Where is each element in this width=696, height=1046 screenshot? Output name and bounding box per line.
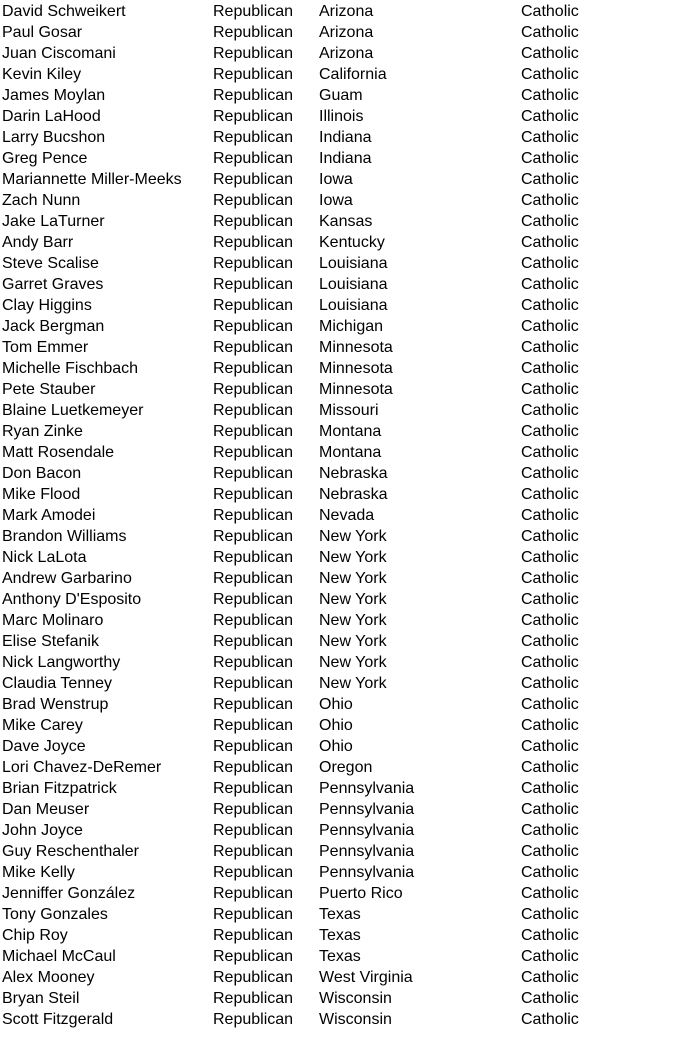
party-cell: Republican [213,654,294,671]
table-row [0,379,696,400]
state-cell: West Virginia [319,969,413,986]
state-cell: Arizona [319,3,374,20]
table-row [0,946,696,967]
member-name-cell: Marc Molinaro [2,612,104,629]
member-name-cell: Jake LaTurner [2,213,105,230]
member-name-cell: Nick Langworthy [2,654,121,671]
religion-cell: Catholic [521,759,579,776]
religion-cell: Catholic [521,45,579,62]
table-row [0,106,696,127]
party-cell: Republican [213,360,294,377]
religion-cell: Catholic [521,3,579,20]
table-row [0,316,696,337]
member-name-cell: David Schweikert [2,3,126,20]
religion-cell: Catholic [521,612,579,629]
party-cell: Republican [213,549,294,566]
religion-cell: Catholic [521,549,579,566]
religion-cell: Catholic [521,150,579,167]
party-cell: Republican [213,423,294,440]
member-name-cell: Juan Ciscomani [2,45,116,62]
table-row [0,442,696,463]
table-row [0,631,696,652]
table-row [0,925,696,946]
religion-cell: Catholic [521,990,579,1007]
member-name-cell: Zach Nunn [2,192,81,209]
member-name-cell: Alex Mooney [2,969,95,986]
member-name-cell: Andy Barr [2,234,74,251]
table-row [0,232,696,253]
state-cell: Louisiana [319,276,388,293]
party-cell: Republican [213,465,294,482]
state-cell: Ohio [319,717,353,734]
table-row [0,988,696,1009]
religion-cell: Catholic [521,465,579,482]
religion-cell: Catholic [521,738,579,755]
member-name-cell: Brad Wenstrup [2,696,109,713]
member-name-cell: James Moylan [2,87,106,104]
party-cell: Republican [213,3,294,20]
table-row [0,484,696,505]
party-cell: Republican [213,276,294,293]
table-row [0,274,696,295]
religion-cell: Catholic [521,864,579,881]
table-row [0,463,696,484]
state-cell: Oregon [319,759,373,776]
state-cell: Ohio [319,738,353,755]
religion-cell: Catholic [521,360,579,377]
religion-cell: Catholic [521,822,579,839]
table-row [0,337,696,358]
religion-cell: Catholic [521,24,579,41]
table-row [0,736,696,757]
table-row [0,715,696,736]
state-cell: Pennsylvania [319,843,415,860]
member-name-cell: Elise Stefanik [2,633,99,650]
religion-cell: Catholic [521,927,579,944]
state-cell: New York [319,654,387,671]
party-cell: Republican [213,948,294,965]
member-name-cell: Darin LaHood [2,108,101,125]
member-name-cell: Brandon Williams [2,528,127,545]
table-row [0,1009,696,1030]
religion-cell: Catholic [521,801,579,818]
religion-cell: Catholic [521,696,579,713]
member-name-cell: Anthony D'Esposito [2,591,142,608]
state-cell: Puerto Rico [319,885,403,902]
religion-cell: Catholic [521,633,579,650]
religion-cell: Catholic [521,192,579,209]
party-cell: Republican [213,234,294,251]
member-name-cell: Mariannette Miller-Meeks [2,171,182,188]
religion-cell: Catholic [521,969,579,986]
state-cell: Arizona [319,45,374,62]
party-cell: Republican [213,990,294,1007]
member-name-cell: Michelle Fischbach [2,360,139,377]
state-cell: Nebraska [319,465,388,482]
member-name-cell: Jenniffer González [2,885,136,902]
member-name-cell: Garret Graves [2,276,104,293]
member-name-cell: Pete Stauber [2,381,96,398]
member-name-cell: Paul Gosar [2,24,83,41]
religion-cell: Catholic [521,1011,579,1028]
state-cell: Minnesota [319,339,393,356]
table-row [0,64,696,85]
members-table [0,1,696,1030]
religion-cell: Catholic [521,654,579,671]
religion-cell: Catholic [521,213,579,230]
table-row [0,967,696,988]
table-row [0,421,696,442]
party-cell: Republican [213,255,294,272]
state-cell: Wisconsin [319,990,392,1007]
table-row [0,778,696,799]
party-cell: Republican [213,717,294,734]
party-cell: Republican [213,507,294,524]
state-cell: Texas [319,948,361,965]
party-cell: Republican [213,696,294,713]
member-name-cell: Lori Chavez-DeRemer [2,759,162,776]
table-row [0,22,696,43]
table-row [0,799,696,820]
religion-cell: Catholic [521,948,579,965]
religion-cell: Catholic [521,423,579,440]
party-cell: Republican [213,444,294,461]
state-cell: Indiana [319,129,372,146]
table-row [0,610,696,631]
member-name-cell: Mark Amodei [2,507,96,524]
state-cell: Missouri [319,402,379,419]
state-cell: Louisiana [319,297,388,314]
table-row [0,358,696,379]
table-row [0,295,696,316]
state-cell: Montana [319,444,382,461]
religion-cell: Catholic [521,108,579,125]
state-cell: New York [319,528,387,545]
state-cell: Arizona [319,24,374,41]
table-row [0,652,696,673]
member-name-cell: Dave Joyce [2,738,86,755]
religion-cell: Catholic [521,717,579,734]
party-cell: Republican [213,822,294,839]
state-cell: Pennsylvania [319,801,415,818]
party-cell: Republican [213,402,294,419]
member-name-cell: Mike Kelly [2,864,75,881]
table-row [0,568,696,589]
member-name-cell: Michael McCaul [2,948,116,965]
religion-cell: Catholic [521,444,579,461]
party-cell: Republican [213,108,294,125]
religion-cell: Catholic [521,318,579,335]
state-cell: Nevada [319,507,375,524]
member-name-cell: John Joyce [2,822,83,839]
state-cell: Pennsylvania [319,864,415,881]
member-name-cell: Mike Flood [2,486,81,503]
table-row [0,400,696,421]
party-cell: Republican [213,318,294,335]
state-cell: Pennsylvania [319,822,415,839]
religion-cell: Catholic [521,402,579,419]
state-cell: Michigan [319,318,384,335]
member-name-cell: Tony Gonzales [2,906,108,923]
religion-cell: Catholic [521,255,579,272]
member-name-cell: Chip Roy [2,927,68,944]
state-cell: Iowa [319,171,353,188]
religion-cell: Catholic [521,171,579,188]
religion-cell: Catholic [521,129,579,146]
party-cell: Republican [213,24,294,41]
state-cell: New York [319,633,387,650]
member-name-cell: Guy Reschenthaler [2,843,139,860]
state-cell: New York [319,549,387,566]
state-cell: Illinois [319,108,364,125]
state-cell: California [319,66,387,83]
state-cell: Minnesota [319,381,393,398]
state-cell: Texas [319,927,361,944]
member-name-cell: Don Bacon [2,465,82,482]
state-cell: Guam [319,87,363,104]
state-cell: Pennsylvania [319,780,415,797]
state-cell: Nebraska [319,486,388,503]
member-name-cell: Greg Pence [2,150,88,167]
party-cell: Republican [213,570,294,587]
party-cell: Republican [213,297,294,314]
state-cell: Iowa [319,192,353,209]
party-cell: Republican [213,864,294,881]
party-cell: Republican [213,45,294,62]
member-name-cell: Ryan Zinke [2,423,83,440]
party-cell: Republican [213,675,294,692]
party-cell: Republican [213,213,294,230]
member-name-cell: Dan Meuser [2,801,90,818]
member-name-cell: Matt Rosendale [2,444,115,461]
table-row [0,547,696,568]
table-row [0,673,696,694]
table-row [0,148,696,169]
state-cell: Kentucky [319,234,385,251]
member-name-cell: Jack Bergman [2,318,105,335]
table-row [0,211,696,232]
table-row [0,127,696,148]
table-row [0,904,696,925]
table-row [0,820,696,841]
party-cell: Republican [213,192,294,209]
member-name-cell: Mike Carey [2,717,83,734]
table-row [0,589,696,610]
religion-cell: Catholic [521,843,579,860]
party-cell: Republican [213,927,294,944]
state-cell: Montana [319,423,382,440]
member-name-cell: Blaine Luetkemeyer [2,402,144,419]
religion-cell: Catholic [521,339,579,356]
party-cell: Republican [213,969,294,986]
state-cell: Indiana [319,150,372,167]
religion-cell: Catholic [521,780,579,797]
party-cell: Republican [213,129,294,146]
party-cell: Republican [213,339,294,356]
member-name-cell: Larry Bucshon [2,129,106,146]
member-name-cell: Tom Emmer [2,339,89,356]
table-row [0,169,696,190]
party-cell: Republican [213,486,294,503]
religion-cell: Catholic [521,591,579,608]
state-cell: Texas [319,906,361,923]
party-cell: Republican [213,906,294,923]
party-cell: Republican [213,843,294,860]
religion-cell: Catholic [521,486,579,503]
table-row [0,1,696,22]
party-cell: Republican [213,1011,294,1028]
party-cell: Republican [213,87,294,104]
table-row [0,694,696,715]
state-cell: New York [319,591,387,608]
religion-cell: Catholic [521,885,579,902]
religion-cell: Catholic [521,570,579,587]
party-cell: Republican [213,591,294,608]
state-cell: Kansas [319,213,373,230]
state-cell: Louisiana [319,255,388,272]
state-cell: Minnesota [319,360,393,377]
religion-cell: Catholic [521,675,579,692]
member-name-cell: Claudia Tenney [2,675,113,692]
state-cell: Ohio [319,696,353,713]
state-cell: New York [319,570,387,587]
member-name-cell: Steve Scalise [2,255,99,272]
member-name-cell: Nick LaLota [2,549,87,566]
party-cell: Republican [213,612,294,629]
table-row [0,862,696,883]
table-row [0,43,696,64]
party-cell: Republican [213,150,294,167]
party-cell: Republican [213,66,294,83]
member-name-cell: Andrew Garbarino [2,570,132,587]
table-row [0,526,696,547]
party-cell: Republican [213,759,294,776]
religion-cell: Catholic [521,507,579,524]
table-row [0,841,696,862]
party-cell: Republican [213,885,294,902]
religion-cell: Catholic [521,297,579,314]
religion-cell: Catholic [521,66,579,83]
state-cell: New York [319,612,387,629]
party-cell: Republican [213,633,294,650]
religion-cell: Catholic [521,234,579,251]
table-row [0,253,696,274]
party-cell: Republican [213,171,294,188]
religion-cell: Catholic [521,528,579,545]
table-row [0,757,696,778]
religion-cell: Catholic [521,276,579,293]
member-name-cell: Scott Fitzgerald [2,1011,114,1028]
party-cell: Republican [213,738,294,755]
table-row [0,190,696,211]
religion-cell: Catholic [521,381,579,398]
member-name-cell: Kevin Kiley [2,66,82,83]
member-name-cell: Bryan Steil [2,990,80,1007]
table-row [0,85,696,106]
party-cell: Republican [213,381,294,398]
party-cell: Republican [213,528,294,545]
state-cell: New York [319,675,387,692]
table-row [0,883,696,904]
table-row [0,505,696,526]
member-name-cell: Clay Higgins [2,297,92,314]
party-cell: Republican [213,780,294,797]
member-name-cell: Brian Fitzpatrick [2,780,117,797]
religion-cell: Catholic [521,906,579,923]
religion-cell: Catholic [521,87,579,104]
party-cell: Republican [213,801,294,818]
state-cell: Wisconsin [319,1011,392,1028]
